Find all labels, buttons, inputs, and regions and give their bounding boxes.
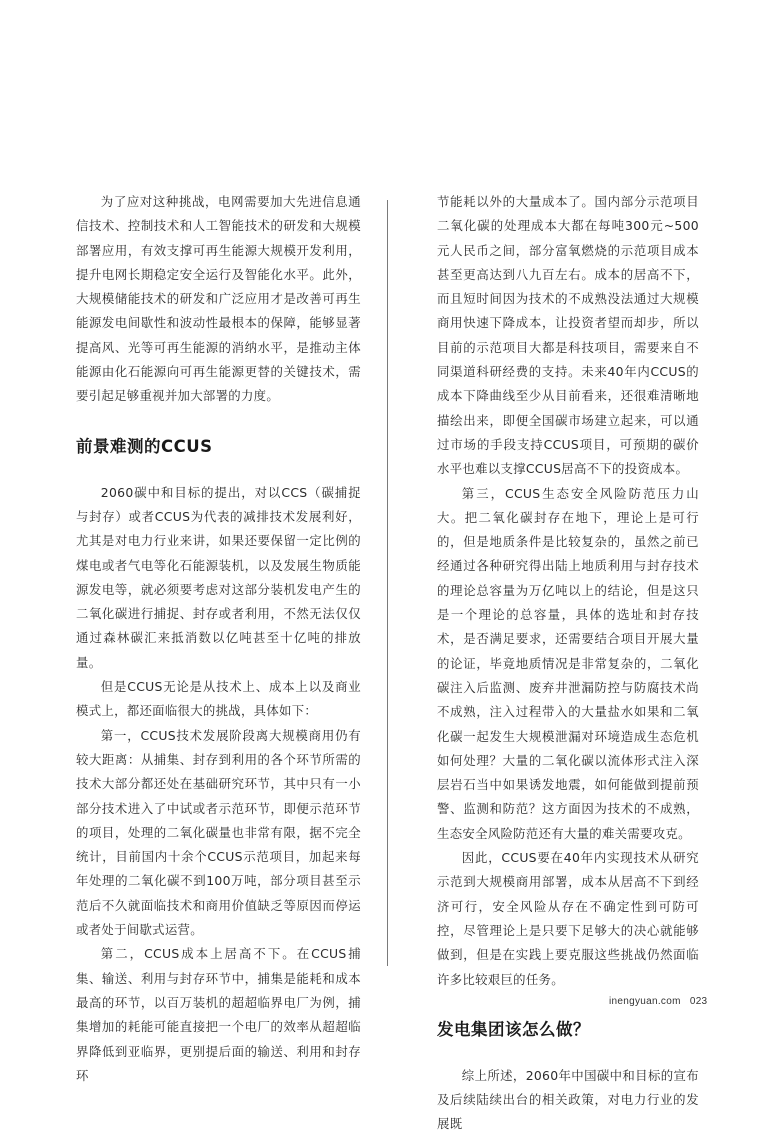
paragraph: 因此，CCUS要在40年内实现技术从研究示范到大规模商用部署，成本从居高不下到经济可行，安全风险从存在不确定性到可防可控，尽管理论上是只要下足够大的决心就能够做到，但是在实践上要克服这些挑战仍然面临许多比较艰巨的任务。 (437, 850, 699, 987)
section-heading-ccus: 前景难测的CCUS (76, 436, 213, 456)
page-footer (609, 996, 707, 1007)
footer-website: inengyuan.com (609, 996, 681, 1007)
paragraph: 但是CCUS无论是从技术上、成本上以及商业模式上，都还面临很大的挑战，具体如下： (76, 679, 361, 719)
paragraph: 综上所述，2060年中国碳中和目标的宣布及后续陆续出台的相关政策，对电力行业的发展既 (437, 1067, 699, 1132)
column-divider (387, 200, 388, 966)
paragraph: 第一，CCUS技术发展阶段离大规模商用仍有较大距离：从捕集、封存到利用的各个环节所需的技术大部分都还处在基础研究环节，其中只有一小部分技术进入了中试或者示范环节，即便示范环节的项目，处理的二氧化碳量也非常有限，据不完全统计，目前国内十余个CCUS示范项目，加起来每年处理的二氧化碳不到100万吨，部分项目甚至示范后不久就面临技术和商用价值缺乏等原因而停运或者处于间歇式运营。 (76, 727, 361, 938)
page-number: 023 (689, 996, 708, 1007)
paragraph: 2060碳中和目标的提出，对以CCS（碳捕捉与封存）或者CCUS为代表的减排技术发展利好，尤其是对电力行业来讲，如果还要保留一定比例的煤电或者气电等化石能源装机，以及发展生物质能源发电等，就必须要考虑对这部分装机发电产生的二氧化碳进行捕捉、封存或者利用，不然无法仅仅通过森林碳汇来抵消数以亿吨甚至十亿吨的排放量。 (76, 484, 361, 670)
right-column (437, 190, 699, 1137)
section-heading-power-group: 发电集团该怎么做？ (437, 1019, 590, 1039)
paragraph: 第三，CCUS生态安全风险防范压力山大。把二氧化碳封存在地下，理论上是可行的，但是地质条件是比较复杂的，虽然之前已经通过各种研究得出陆上地质利用与封存技术的理论总容量为万亿吨以上的结论，但是这只是一个理论的总容量，具体的选址和封存技术，是否满足要求，还需要结合项目开展大量的论证，毕竟地质情况是非常复杂的，二氧化碳注入后监测、废弃井泄漏防控与防腐技术尚不成熟，注入过程带入的大量盐水如果和二氧化碳一起发生大规模泄漏对环境造成生态危机如何处理？大量的二氧化碳以流体形式注入深层岩石当中如果诱发地震，如何能做到提前预警、监测和防范？这方面因为技术的不成熟，生态安全风险防范还有大量的难关需要攻克。 (437, 485, 699, 841)
paragraph-continued: 节能耗以外的大量成本了。国内部分示范项目二氧化碳的处理成本大都在每吨300元~500元人民币之间，部分富氧燃烧的示范项目成本甚至更高达到八九百左右。成本的居高不下，而且短时间因为技术的不成熟没法通过大规模商用快速下降成本，让投资者望而却步，所以目前的示范项目大都是科技项目，需要来自不同渠道科研经费的支持。未来40年内CCUS的成本下降曲线至少从目前看来，还很难清晰地描绘出来，即便全国碳市场建立起来，可以通过市场的手段支持CCUS项目，可预期的碳价水平也难以支撑CCUS居高不下的投资成本。 (437, 194, 699, 477)
paragraph: 为了应对这种挑战，电网需要加大先进信息通信技术、控制技术和人工智能技术的研发和大规模部署应用，有效支撑可再生能源大规模开发利用，提升电网长期稳定安全运行及智能化水平。此外，大规模储能技术的研发和广泛应用才是改善可再生能源发电间歇性和波动性最根本的保障，能够显著提高风、光等可再生能源的消纳水平，是推动主体能源由化石能源向可再生能源更替的关键技术，需要引起足够重视并加大部署的力度。 (76, 194, 361, 404)
paragraph: 第二，CCUS成本上居高不下。在CCUS捕集、输送、利用与封存环节中，捕集是能耗和成本最高的环节，以百万装机的超超临界电厂为例，捕集增加的耗能可能直接把一个电厂的效率从超超临界降低到亚临界，更别提后面的输送、利用和封存环 (76, 946, 361, 1083)
left-column (76, 190, 361, 1088)
